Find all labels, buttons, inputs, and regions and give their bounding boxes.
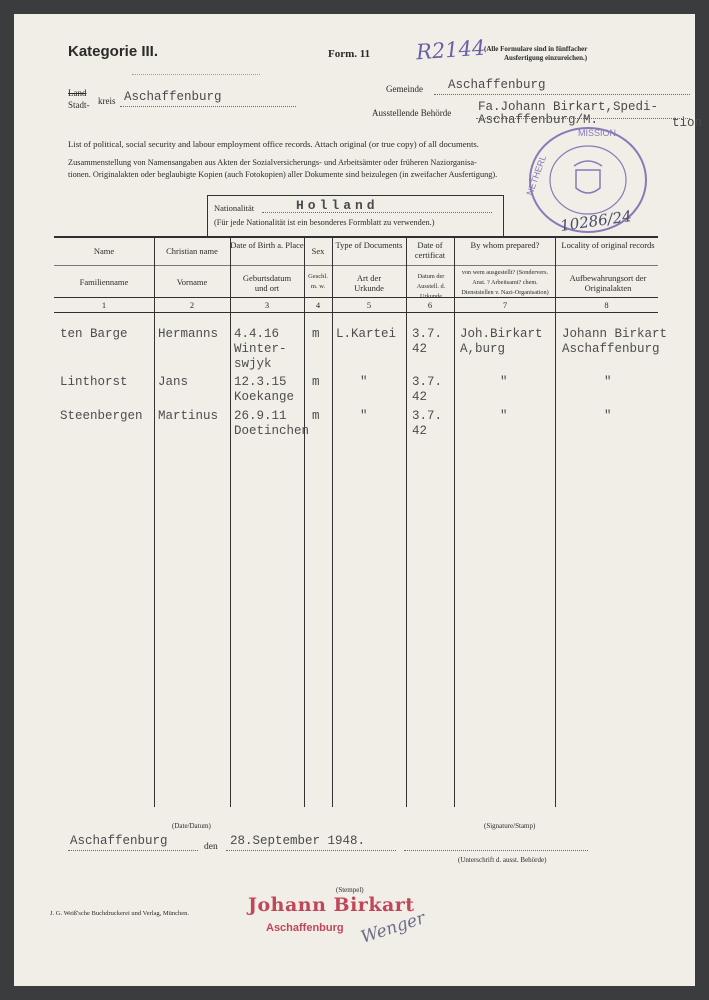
table-top-rule [54,236,658,238]
date-caption: (Date/Datum) [172,822,211,830]
col-7-en: By whom prepared? [470,240,540,250]
col-divider-3 [304,237,305,807]
signature-line [404,850,588,851]
behoerde-value-1: Fa.Johann Birkart,Spedi- [478,100,659,114]
stamp-number: 10286/24 [559,207,633,235]
table-numbers-rule-bottom [54,312,658,313]
firm-stamp-line-2: Aschaffenburg [266,922,344,934]
cell-vorname: Jans [158,375,189,389]
gemeinde-line [434,94,690,95]
form-page [14,14,703,986]
col-divider-7 [555,237,556,807]
col-divider-4 [332,237,333,807]
header-hairline [132,74,260,75]
col-3-de: Geburtsdatum und ort [242,273,292,293]
col-7-num: 7 [502,300,508,310]
col-divider-2 [230,237,231,807]
cell-date: 3.7. 42 [412,375,443,404]
col-1-num: 1 [101,300,107,310]
instructions-english: List of political, social security and labour employment office records. Attach original (or true copy) of all documents. [68,139,479,149]
behoerde-value-3: tion [672,116,703,130]
cell-sex: m [312,327,320,341]
stamp-text-left: NETHERL [524,153,549,197]
land-label: Land [68,88,87,98]
instructions-german-2: tionen. Originalakten oder beglaubigte Kopien (auch Fotokopien) aller Dokumente sind beizulegen (in zweifacher Ausfertigung). [68,170,498,179]
cell-locality: " [604,375,612,389]
stamp-text-top: MISSION [578,128,617,138]
unterschrift-caption: (Unterschrift d. ausst. Behörde) [458,856,547,864]
col-1-de: Familienname [79,277,129,287]
col-3-en: Date of Birth a. Place [230,240,304,250]
cell-birth: 12.3.15 Koekange [234,375,295,404]
firm-stamp-line-1: Johann Birkart [248,894,415,916]
col-8-de: Aufbewahrungsort der Originalakten [569,273,647,293]
col-5-en: Type of Documents [335,240,403,250]
cell-by: Joh.Birkart A,burg [460,327,543,356]
cell-doc: L.Kartei [336,327,397,341]
table-numbers-rule-top [54,297,658,298]
cell-birth: 26.9.11 Doetinchen [234,409,310,438]
cell-locality: Johann Birkart Aschaffenburg [562,327,668,356]
cell-sex: m [312,375,320,389]
stempel-caption: (Stempel) [336,886,364,894]
cell-date: 3.7. 42 [412,409,443,438]
signature-caption: (Signature/Stamp) [484,822,536,830]
cell-by: " [500,375,508,389]
form-note-2: Ausfertigung einzureichen.) [504,54,588,62]
col-3-num: 3 [264,300,270,310]
cell-by: " [500,409,508,423]
col-2-de: Vorname [176,277,208,287]
col-1-en: Name [93,246,115,256]
nationality-value: Holland [296,198,379,213]
col-2-en: Christian name [166,246,218,256]
cell-name: Steenbergen [60,409,143,423]
stadt-label: Stadt- [68,100,90,110]
form-note-1: (Alle Formulare sind in fünffacher [484,45,588,53]
col-6-de: Datum der Ausstell. d. Urkunde [416,273,446,300]
col-divider-1 [154,237,155,807]
date-line [226,850,396,851]
form-number: Form. 11 [328,48,371,60]
cell-name: ten Barge [60,327,128,341]
instructions-german-1: Zusammenstellung von Namensangaben aus Akten der Sozialversicherungs- und Arbeitsämter oder früheren Naziorganisa- [68,158,477,167]
footer-date: 28.September 1948. [230,834,366,848]
col-4-en: Sex [311,246,325,256]
col-6-num: 6 [427,300,433,310]
footer-den: den [204,842,218,852]
handwritten-signature: Wenger [358,908,428,948]
behoerde-label: Ausstellende Behörde [372,108,452,118]
printer-credit: J. G. Weiß'sche Buchdruckerei und Verlag, München. [50,910,190,917]
cell-sex: m [312,409,320,423]
table-header-rule [54,265,658,266]
col-2-num: 2 [189,300,195,310]
col-5-num: 5 [366,300,372,310]
cell-vorname: Martinus [158,409,219,423]
kategorie-title: Kategorie III. [68,43,159,60]
col-6-en: Date of certificat [414,240,446,260]
col-7-de: von wem ausgestellt? (Sondervers. Anst. ? Arbeitsamt? chem. Dienststellen v. Nazi-Organisation) [461,269,549,296]
cell-doc: " [360,409,368,423]
col-8-num: 8 [604,300,609,310]
cell-vorname: Hermanns [158,327,219,341]
gemeinde-label: Gemeinde [386,84,423,94]
handwritten-reference: R2144 [415,35,487,65]
nationality-label: Nationalität [214,203,255,213]
gemeinde-value: Aschaffenburg [448,78,546,92]
behoerde-value-2: Aschaffenburg/M. [478,113,599,127]
col-divider-5 [406,237,407,807]
cell-name: Linthorst [60,375,128,389]
kreis-line [120,106,296,107]
cell-birth: 4.4.16 Winter- swjyk [234,327,287,371]
col-divider-6 [454,237,455,807]
col-4-de: Geschl. m. w. [308,273,328,290]
col-5-de: Art der Urkunde [354,273,384,293]
col-4-num: 4 [315,300,321,310]
place-line [68,850,198,851]
col-8-en: Locality of original records [561,240,655,250]
kreis-label: kreis [98,96,116,106]
cell-date: 3.7. 42 [412,327,443,356]
cell-doc: " [360,375,368,389]
cell-locality: " [604,409,612,423]
nationality-note: (Für jede Nationalität ist ein besonderes Formblatt zu verwenden.) [214,218,435,227]
footer-place: Aschaffenburg [70,834,168,848]
kreis-value: Aschaffenburg [124,90,222,104]
